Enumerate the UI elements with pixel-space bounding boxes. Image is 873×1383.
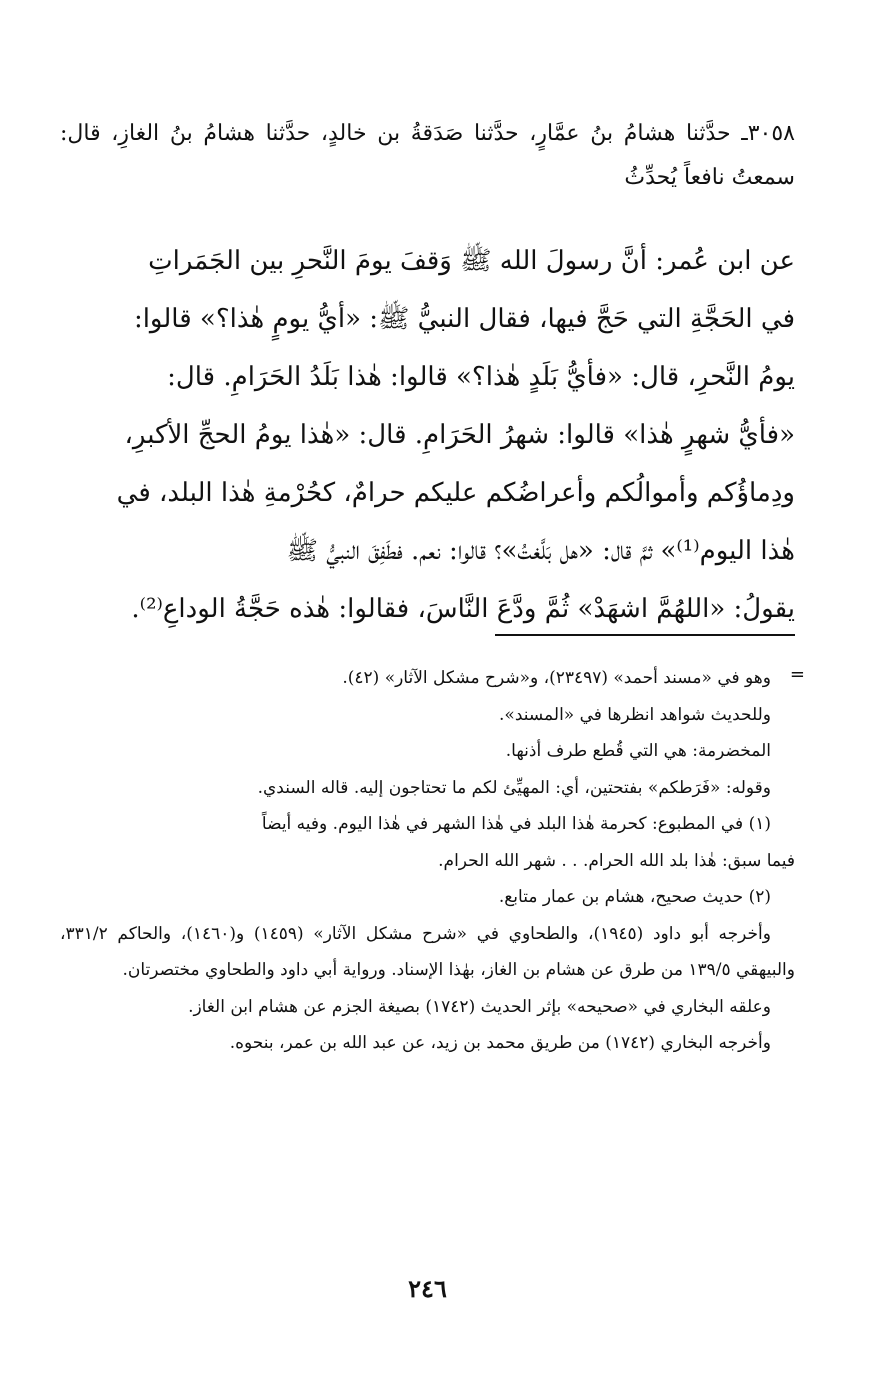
footnote-continuation-mark: = [789,664,805,685]
footnote-2: (٢) حديث صحيح، هشام بن عمار متابع. [498,887,771,907]
matn-line: هٰذا اليوم⁽¹⁾» ثمَّ قال: «هل بَلَّغتُ»؟ قالوا: نعم. فطَفِقَ النبيُّ ﷺ [286,536,795,566]
footnotes [60,660,795,1062]
footnote-line: وأخرجه أبو داود (١٩٤٥)، والطحاوي في «شرح مشكل الآثار» (١٤٥٩) و(١٤٦٠)، والحاكم ٣٣١/٢، والبيهقي ١٣٩/٥ من طرق عن هشام بن الغاز، بهٰذا الإسناد. ورواية أبي داود والطحاوي مختصرتان. [60,923,795,980]
footnote-divider [495,634,795,636]
matn-line: في الحَجَّةِ التي حَجَّ فيها، فقال النبيُّ ﷺ: «أيُّ يومٍ هٰذا؟» قالوا: [133,304,795,334]
footnote-line: وعلقه البخاري في «صحيحه» بإثر الحديث (١٧٤٢) بصيغة الجزم عن هشام ابن الغاز. [188,996,771,1017]
matn-line: عن ابن عُمر: أنَّ رسولَ الله ﷺ وَقفَ يومَ النَّحرِ بين الجَمَراتِ [148,246,795,276]
hadith-matn [60,232,795,638]
footnote-line: وهو في «مسند أحمد» (٢٣٤٩٧)، و«شرح مشكل الآثار» (٤٢). [342,668,771,688]
matn-line: يقولُ: «اللهُمَّ اشهَدْ» ثُمَّ ودَّعَ النَّاسَ، فقالوا: هٰذه حَجَّةُ الوداعِ⁽²⁾. [131,594,795,624]
matn-line: ودِماؤُكم وأموالُكم وأعراضُكم عليكم حرامٌ، كحُرْمةِ هٰذا البلد، في [116,478,795,508]
footnote-line: وللحديث شواهد انظرها في «المسند». [499,704,771,725]
footnote-1: (١) في المطبوع: كحرمة هٰذا البلد في هٰذا الشهر في هٰذا اليوم. وفيه أيضاً [261,814,771,834]
footnote-line: المخضرمة: هي التي قُطع طرف أذنها. [505,741,771,761]
book-page [60,0,805,1383]
footnote-line: وقوله: «فَرَطكم» بفتحتين، أي: المهيِّئ لكم ما تحتاجون إليه. قاله السندي. [257,777,771,798]
hadith-isnad: ٣٠٥٨ـ حدَّثنا هشامُ بنُ عمَّارٍ، حدَّثنا صَدَقةُ بن خالدٍ، حدَّثنا هشامُ بنُ الغازِ، قال: سمعتُ نافعاً يُحدِّثُ [60,121,795,190]
footnote-line: وأخرجه البخاري (١٧٤٢) من طريق محمد بن زيد، عن عبد الله بن عمر، بنحوه. [229,1033,771,1053]
page-number: ٢٤٦ [408,1274,447,1303]
matn-line: «فأيُّ شهرٍ هٰذا» قالوا: شهرُ الحَرَامِ. قال: «هٰذا يومُ الحجِّ الأكبرِ، [124,420,795,450]
footnote-line: فيما سبق: هٰذا بلد الله الحرام. . . شهر الله الحرام. [438,850,795,871]
matn-line: يومُ النَّحرِ، قال: «فأيُّ بَلَدٍ هٰذا؟» قالوا: هٰذا بَلَدُ الحَرَامِ. قال: [167,362,795,392]
